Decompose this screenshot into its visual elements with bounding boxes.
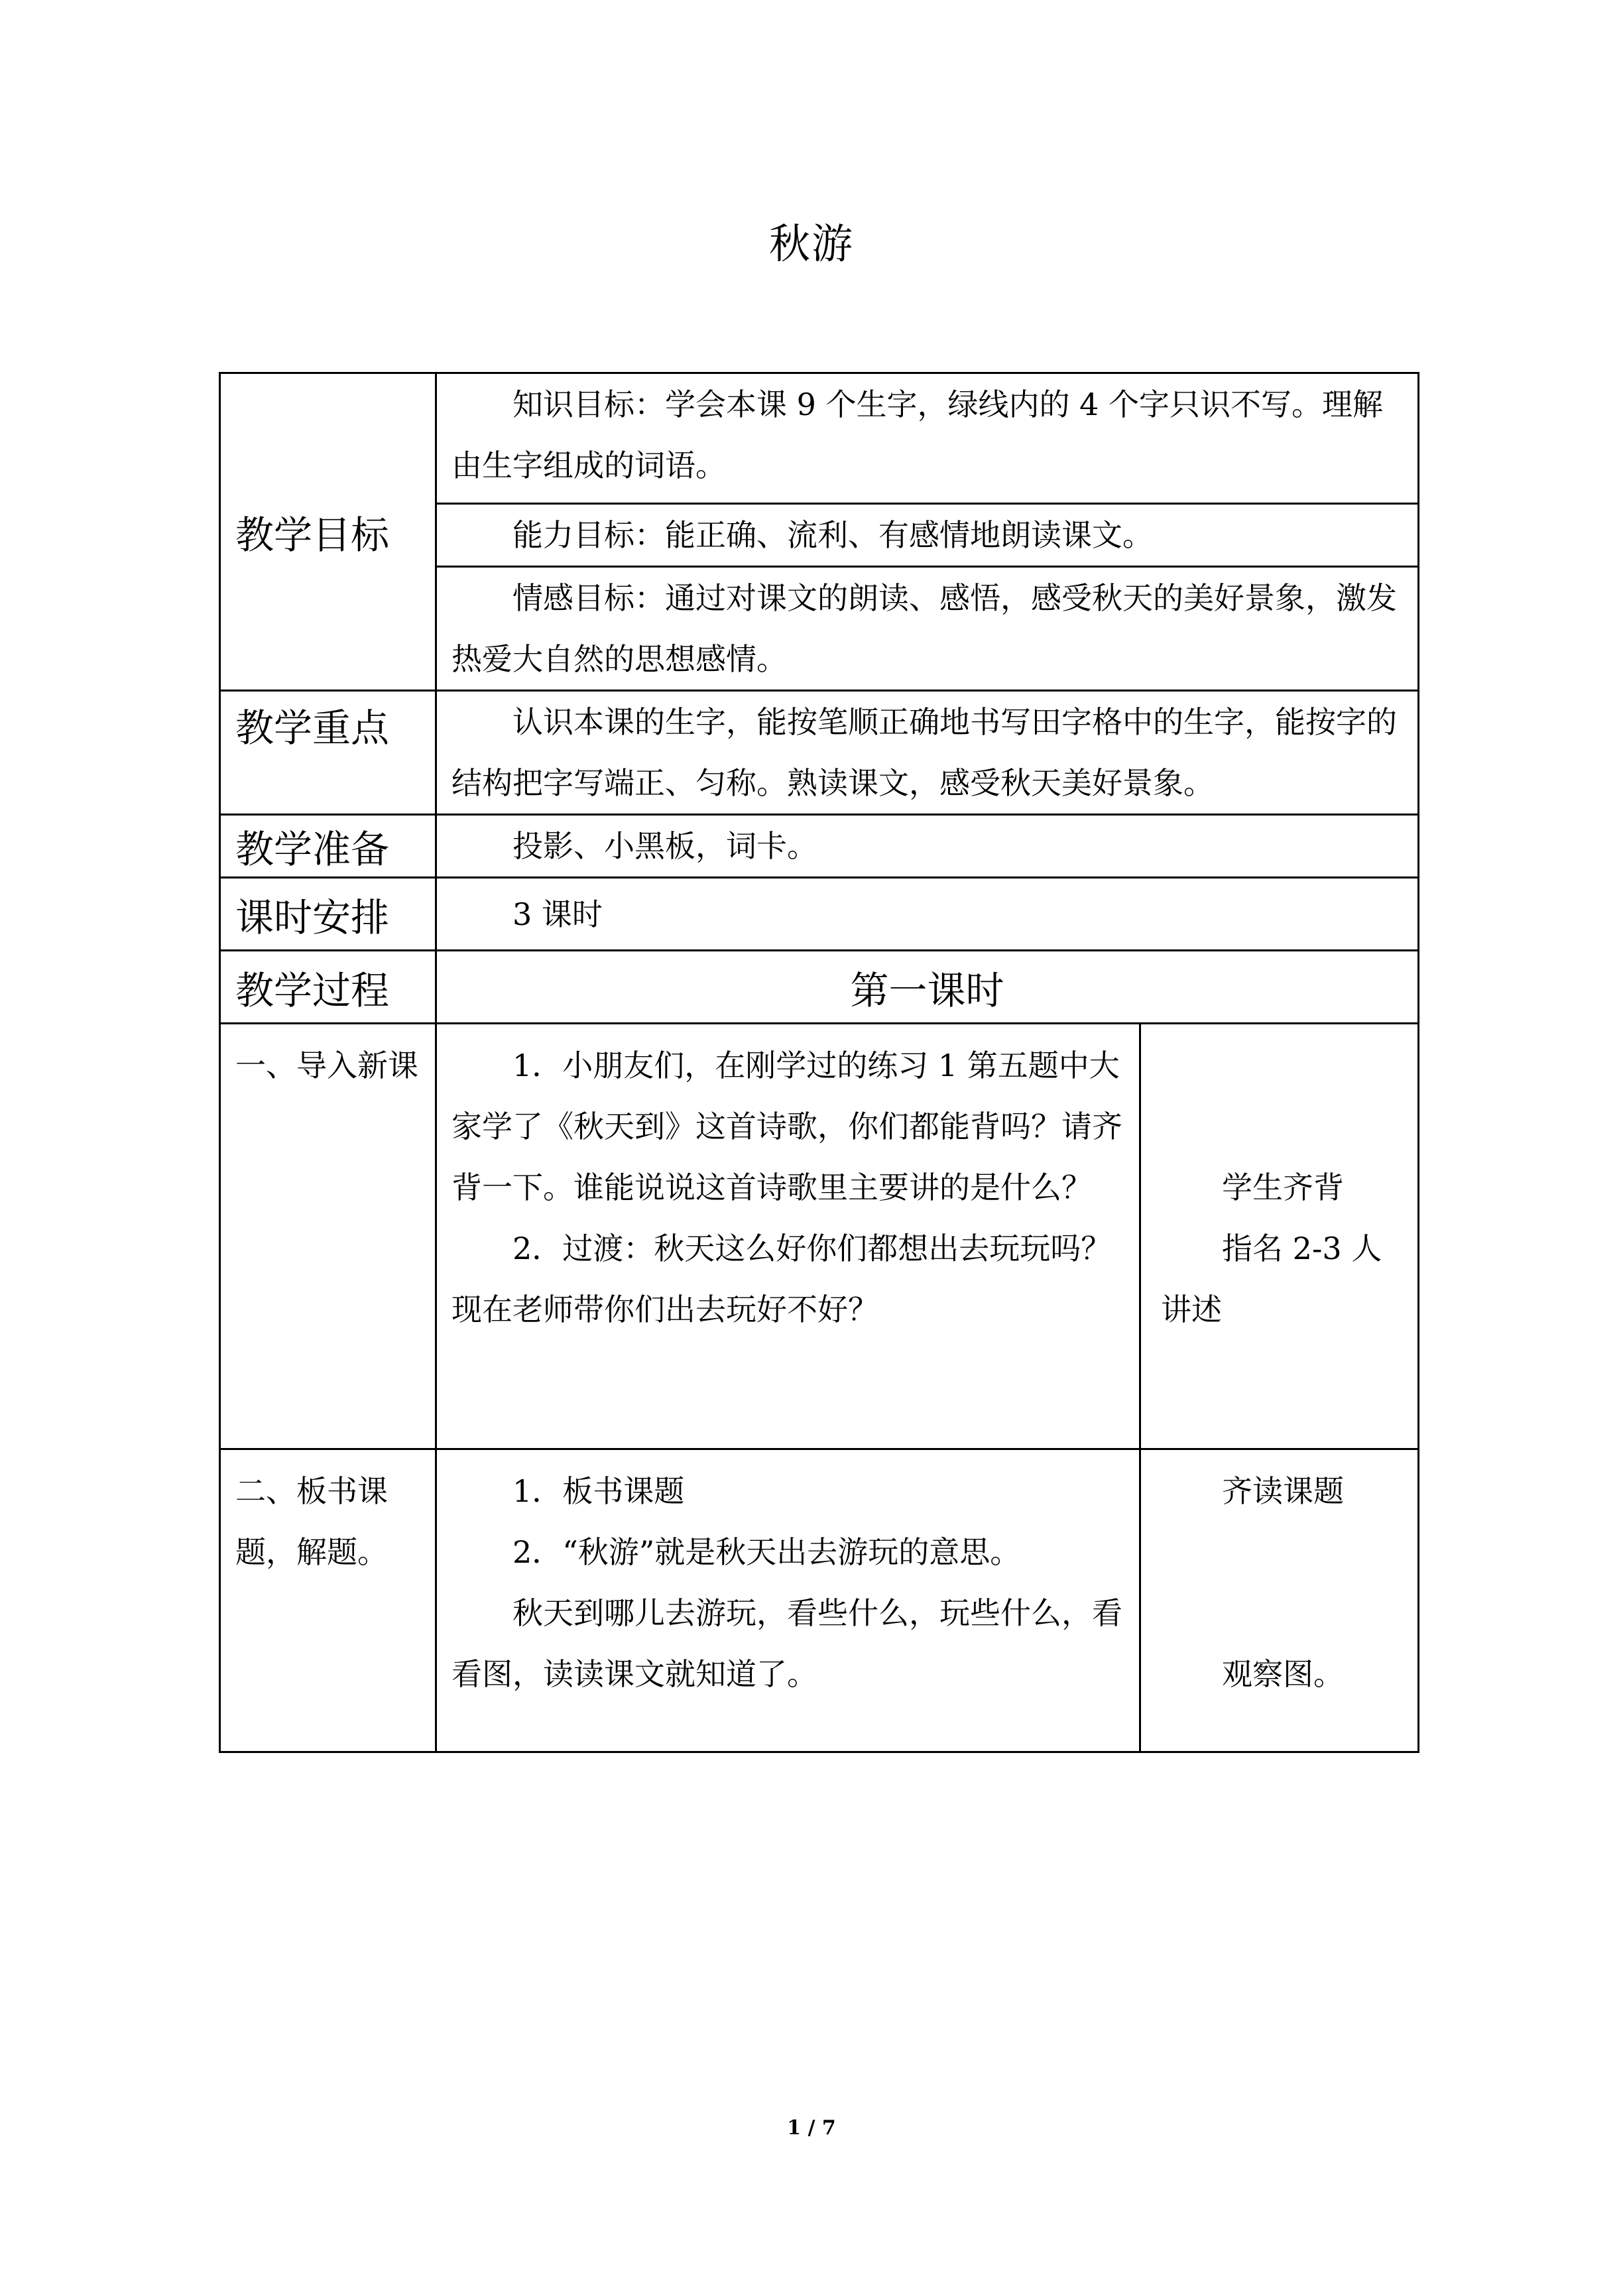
section-1-notes-cell (1140, 1024, 1419, 1449)
section-1-note-2: 指名 2-3 人讲述 (1161, 1231, 1382, 1327)
section-2-name: 二、板书课题，解题。 (235, 1473, 388, 1570)
schedule-text: 3 课时 (512, 896, 603, 932)
section-2-note-2: 观察图。 (1222, 1656, 1344, 1692)
prep-text: 投影、小黑板，词卡。 (512, 828, 817, 864)
goals-label-cell (220, 373, 436, 691)
schedule-label-cell (220, 878, 436, 951)
section-1-name: 一、导入新课 (235, 1048, 418, 1083)
focus-label: 教学重点 (235, 705, 390, 751)
section-2-step-2: 2．“秋游”就是秋天出去游玩的意思。 (512, 1534, 1021, 1570)
lesson-header: 第一课时 (850, 967, 1004, 1013)
knowledge-goal-cell (436, 373, 1419, 504)
section-1-content-cell (436, 1024, 1140, 1449)
schedule-label: 课时安排 (235, 894, 390, 940)
page-title: 秋游 (768, 219, 854, 268)
prep-cell (436, 815, 1419, 878)
schedule-cell (436, 878, 1419, 951)
focus-text: 认识本课的生字，能按笔顺正确地书写田字格中的生字，能按字的结构把字写端正、匀称。熟读课文，感受秋天美好景象。 (451, 704, 1397, 801)
section-1-note-1: 学生齐背 (1222, 1170, 1344, 1205)
section-1-step-2: 2．过渡：秋天这么好你们都想出去玩玩吗？现在老师带你们出去玩好不好？ (451, 1231, 1112, 1327)
process-header-cell (436, 951, 1419, 1024)
prep-label: 教学准备 (235, 827, 390, 872)
section-2-notes-cell (1140, 1449, 1419, 1752)
ability-goal-cell (436, 504, 1419, 567)
knowledge-goal-text: 知识目标：学会本课 9 个生字，绿线内的 4 个字只识不写。理解由生字组成的词语。 (451, 387, 1384, 483)
section-2-step-3: 秋天到哪儿去游玩，看些什么，玩些什么，看看图，读读课文就知道了。 (451, 1595, 1122, 1692)
emotion-goal-text: 情感目标：通过对课文的朗读、感悟，感受秋天的美好景象，激发热爱大自然的思想感情。 (451, 580, 1397, 677)
page-number: 1 / 7 (787, 2116, 836, 2140)
section-1-name-cell (220, 1024, 436, 1449)
section-2-step-1: 1．板书课题 (512, 1473, 685, 1509)
section-2-content-cell (436, 1449, 1140, 1752)
ability-goal-text: 能力目标：能正确、流利、有感情地朗读课文。 (512, 517, 1153, 553)
emotion-goal-cell (436, 567, 1419, 691)
focus-cell (436, 691, 1419, 815)
section-2-name-cell (220, 1449, 436, 1752)
lesson-plan-table (219, 372, 1419, 1753)
goals-label: 教学目标 (235, 513, 390, 558)
process-label: 教学过程 (235, 967, 390, 1013)
focus-label-cell (220, 691, 436, 815)
section-1-step-1: 1．小朋友们，在刚学过的练习 1 第五题中大家学了《秋天到》这首诗歌，你们都能背吗？请齐背一下。谁能说说这首诗歌里主要讲的是什么？ (451, 1048, 1122, 1205)
section-2-note-1: 齐读课题 (1222, 1473, 1344, 1509)
process-label-cell (220, 951, 436, 1024)
prep-label-cell (220, 815, 436, 878)
